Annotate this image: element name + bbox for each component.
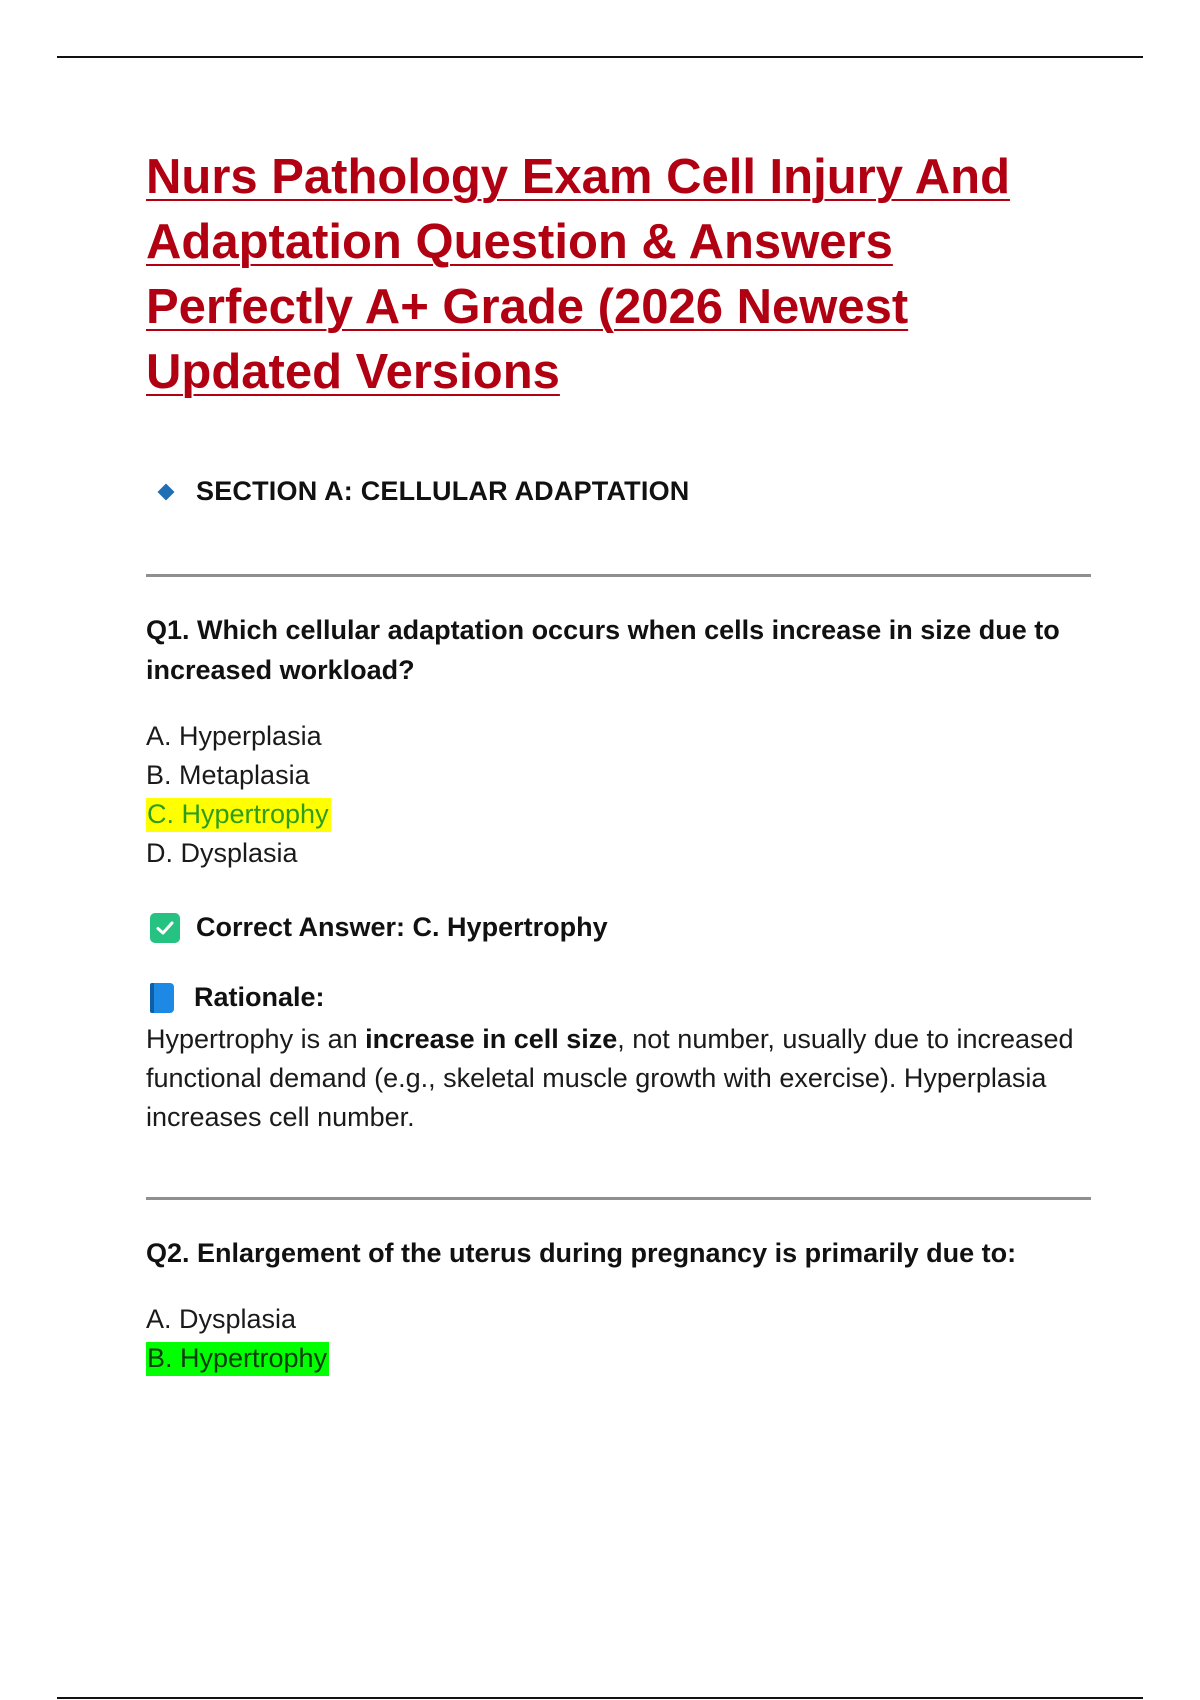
option-b [146,756,331,795]
section-heading-label: SECTION A: CELLULAR ADAPTATION [196,476,690,506]
rationale-text-end: , not number, usually due to increased functional demand (e.g., skeletal muscle growth with exercise). Hyperplasia increases cell number. [146,1024,1074,1132]
option-a [146,717,331,756]
question-2: Q2. Enlargement of the uterus during pregnancy is primarily due to: [146,1238,1017,1268]
bottom-rule [57,1697,1143,1699]
option-c-label: C. Hypertrophy [146,798,331,832]
question-2-options [146,1300,329,1378]
rationale-text-start: Hypertrophy is an [146,1024,366,1054]
option-b-highlighted [146,1339,329,1378]
option-b-label: B. Hypertrophy [146,1342,329,1376]
option-a [146,1300,329,1339]
correct-answer-text: Correct Answer: C. Hypertrophy [196,912,608,942]
rationale-label: Rationale: [194,982,325,1012]
document-title: Nurs Pathology Exam Cell Injury And Adaptation Question & Answers Perfectly A+ Grade (2026 Newest Updated Versions [146,150,1011,399]
divider [146,1197,1091,1200]
top-rule [57,56,1143,58]
option-a-label: A. Dysplasia [146,1304,297,1334]
blue-book-icon [150,983,174,1013]
check-mark-button-icon [150,913,180,943]
option-a-label: A. Hyperplasia [146,721,322,751]
section-heading [160,476,689,507]
option-b-label: B. Metaplasia [146,760,310,790]
divider [146,574,1091,577]
option-d [146,834,331,873]
rationale-emphasis: increase in cell size [365,1024,618,1054]
question-1: Q1. Which cellular adaptation occurs when cells increase in size due to increased workload? [146,615,1060,685]
question-1-options [146,717,331,873]
option-c-highlighted [146,795,331,834]
diamond-bullet-icon [158,483,175,500]
option-d-label: D. Dysplasia [146,838,298,868]
rationale-text [146,1020,1091,1137]
rationale-heading [150,982,325,1013]
correct-answer [150,912,608,943]
